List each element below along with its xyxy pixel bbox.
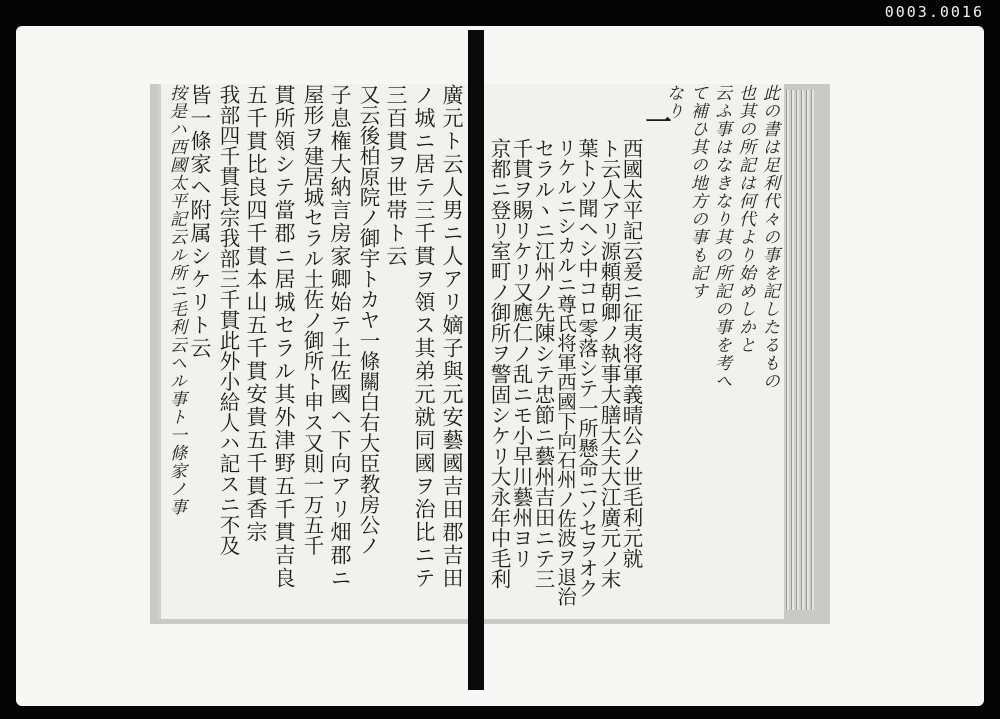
right-note-4: て補ひ其の地方の事も記す (687, 84, 707, 300)
book-gutter (468, 30, 484, 690)
frame-counter: 0003.0016 (884, 3, 984, 21)
left-annotation-note: 按是ハ西國太平記云ル所ニ毛利云ヘル事ト一條家ノ事 (166, 84, 186, 516)
right-note-5: なり (663, 84, 683, 120)
right-column-7: 京都ニ登リ室町ノ御所ヲ警固シケリ大永年中毛利 (487, 138, 511, 589)
left-column-8: 五千貫比良四千貫本山五千貫安貴五千貫香宗 (244, 84, 268, 544)
left-column-3: 三百貫ヲ世帯ト云 (384, 84, 408, 268)
right-note-3: 云ふ事はなきなり其の所記の事を考へ (711, 84, 731, 390)
right-note-2: 也其の所記は何代より始めしかと (735, 84, 755, 354)
left-column-7: 貫所領シテ當郡ニ居城セラル其外津野五千貫吉良 (272, 84, 296, 590)
right-note-1: 此の書は足利代々の事を記したるもの (759, 84, 779, 390)
left-column-9: 我部四千貫長宗我部三千貫此外小給人ハ記スニ不及 (216, 84, 240, 556)
left-column-2: ノ城ニ居テ三千貫ヲ領ス其弟元就同國ヲ治比ニテ (412, 84, 436, 590)
left-column-5: 子息権大納言房家卿始テ土佐國ヘ下向アリ畑郡ニ (328, 84, 352, 590)
left-column-6: 屋形ヲ建居城セラル土佐ノ御所ト申ス又則一万五千 (300, 84, 324, 556)
section-mark: 一 (641, 108, 671, 136)
left-column-4: 又云後柏原院ノ御宇トカヤ一條關白右大臣教房公ノ (356, 84, 380, 556)
left-column-10: 皆一條家ヘ附属シケリト云 (188, 84, 212, 360)
right-column-2: ト云人アリ源頼朝卿ノ執事大膳大夫大江廣元ノ末 (597, 138, 621, 589)
right-column-5: セラルヽニ江州ノ先陳シテ忠節ニ藝州吉田ニテ三 (531, 138, 555, 589)
right-column-3: 葉トソ聞ヘシ中コロ零落シテ一所懸命ニソセヲオク (575, 138, 599, 598)
right-column-1: 西國太平記云爰ニ征夷将軍義晴公ノ世毛利元就 (619, 138, 643, 569)
right-page (484, 84, 784, 619)
right-column-4: リケルニシカルニ尊氏将軍西國下向石州ノ佐波ヲ退治 (554, 138, 577, 606)
page-edges (784, 90, 814, 610)
right-column-6: 千貫ヲ賜リケリ又應仁ノ乱ニモ小早川藝州ヨリ (509, 138, 533, 569)
left-column-1: 廣元ト云人男ニ人アリ嫡子與元安藝國吉田郡吉田 (440, 84, 464, 590)
left-page (158, 84, 471, 619)
